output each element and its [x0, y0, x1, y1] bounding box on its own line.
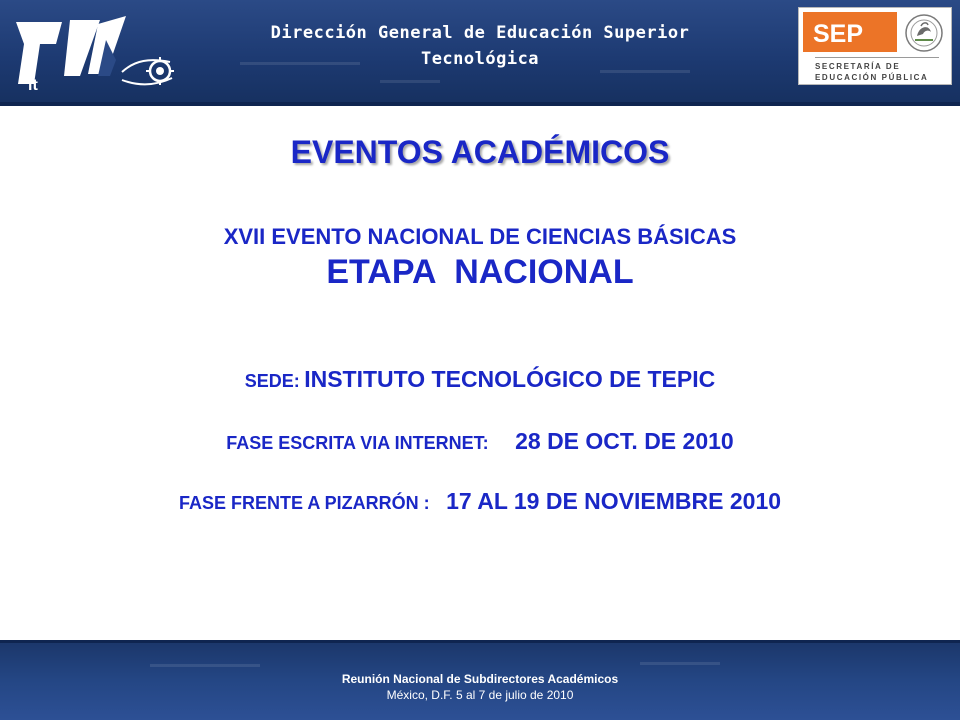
fase-escrita-value: 28 DE OCT. DE 2010 [515, 428, 734, 454]
stage-text: ETAPA NACIONAL [326, 253, 634, 291]
sede-row [0, 366, 960, 393]
fase-escrita-row [0, 428, 960, 455]
header-title [200, 20, 760, 72]
sep-wordmark: SEP [813, 20, 864, 48]
fase-pizarron-label: FASE FRENTE A PIZARRÓN : [178, 493, 430, 513]
mexico-seal-icon [901, 12, 947, 54]
fase-escrita-label: FASE ESCRITA VIA INTERNET: [226, 433, 489, 453]
footer-line1: Reunión Nacional de Subdirectores Académicos [341, 672, 619, 686]
sep-line2: EDUCACIÓN PÚBLICA [815, 73, 929, 82]
header-title-line1: Dirección General de Educación Superior [270, 23, 690, 43]
fase-pizarron-value: 17 AL 19 DE NOVIEMBRE 2010 [446, 488, 782, 514]
sede-label: SEDE: [244, 371, 300, 391]
it-logo-icon [10, 10, 190, 92]
slide-title: EVENTOS ACADÉMICOS [290, 134, 670, 170]
it-logo-text: it [28, 77, 38, 92]
footer-line2: México, D.F. 5 al 7 de julio de 2010 [386, 688, 574, 702]
header-title-line2: Tecnológica [420, 49, 540, 69]
footer-banner [0, 640, 960, 720]
sede-value: INSTITUTO TECNOLÓGICO DE TEPIC [304, 366, 716, 392]
sep-divider [815, 57, 939, 58]
stage-line [0, 253, 960, 292]
fase-pizarron-row [0, 488, 960, 515]
event-line: XVII EVENTO NACIONAL DE CIENCIAS BÁSICAS [223, 224, 737, 249]
sep-orange-block [803, 12, 897, 52]
sep-line1: SECRETARÍA DE [815, 62, 901, 71]
sep-logo [798, 7, 952, 85]
header-banner [0, 0, 960, 106]
